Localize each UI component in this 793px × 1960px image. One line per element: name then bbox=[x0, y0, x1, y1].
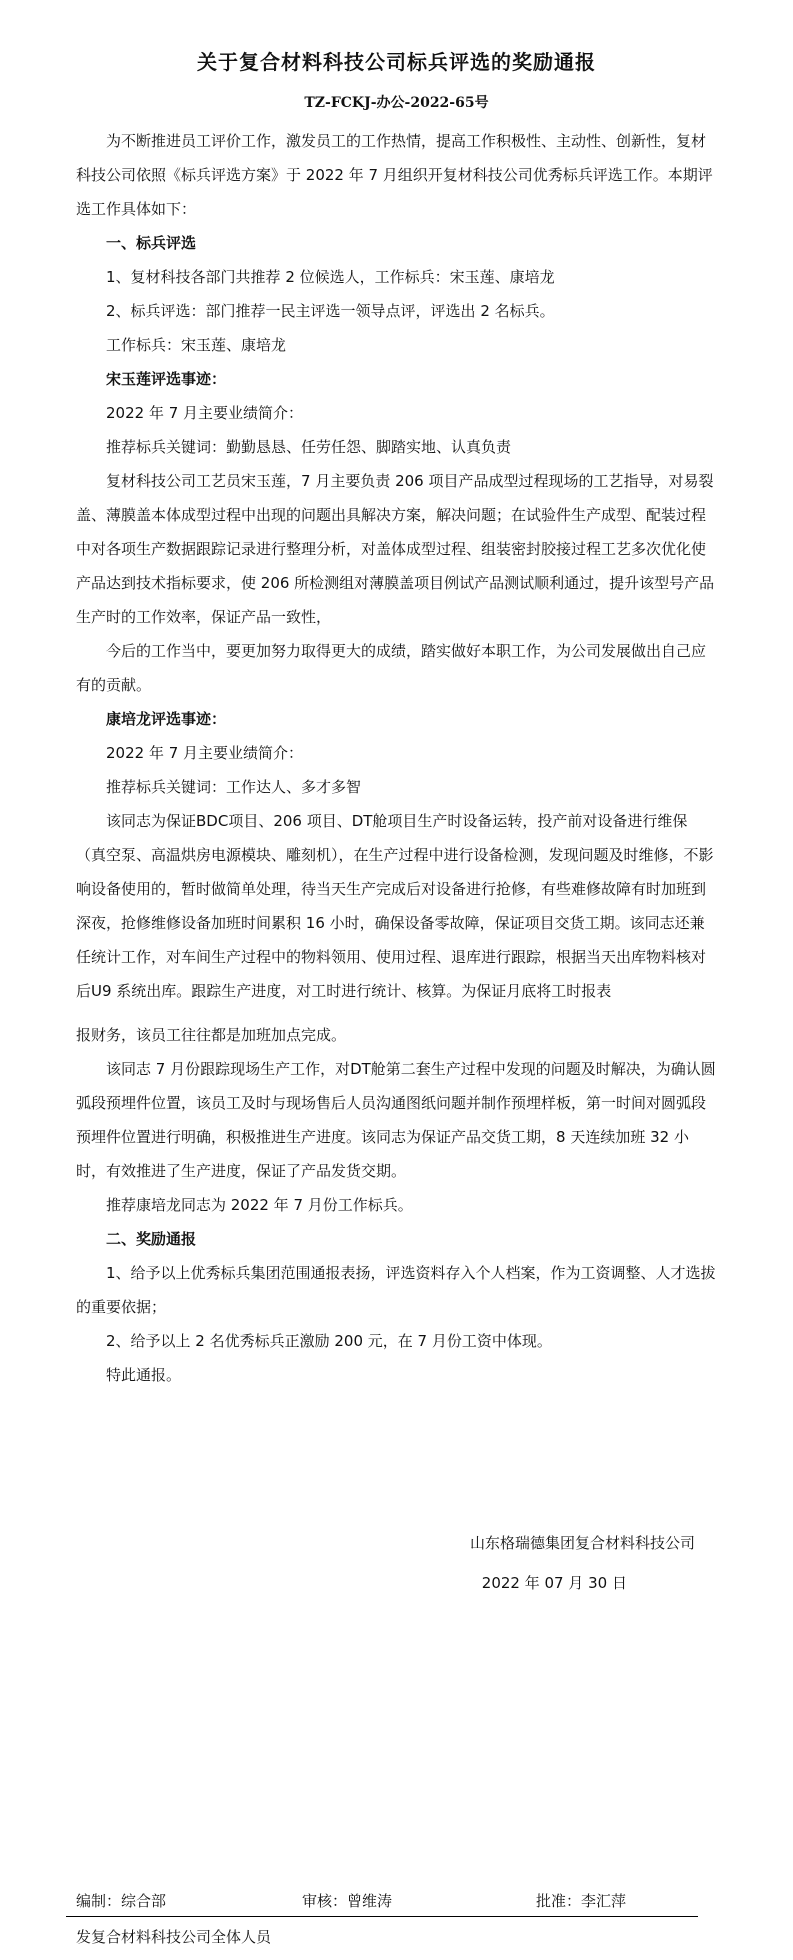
approved-by: 批准：李汇萍 bbox=[536, 1892, 627, 1910]
paragraph-achievement: 该同志为保证BDC项目、206 项目、DT舱项目生产时设备运转，投产前对设备进行维保（真空泵、高温烘房电源模块、雕刻机），在生产过程中进行设备检测，发现问题及时维修，不影响设备使用的，暂时做简单处理，待当天生产完成后对设备进行抢修，有些难修故障有时加班到深夜，抢修维修设备加班时间累积 16 小时，确保设备零故障，保证项目交货工期。该同志还兼任统计工作，对车间生产过程中的物料领用、使用过程、退库进行跟踪，根据当天出库物料核对后U9 系统出库。跟踪生产进度，对工时进行统计、核算。为保证月底将工时报表 bbox=[76, 812, 714, 1000]
paragraph-closing: 特此通报。 bbox=[106, 1366, 182, 1384]
paragraph-intro: 为不断推进员工评价工作，激发员工的工作热情，提高工作积极性、主动性、创新性，复材科技公司依照《标兵评选方案》于 2022 年 7 月组织开复材科技公司优秀标兵评选工作。本期评选工作具体如下： bbox=[76, 132, 713, 218]
subheading-song-yulian: 宋玉莲评选事迹： bbox=[106, 370, 227, 388]
paragraph-item: 1、复材科技各部门共推荐 2 位候选人，工作标兵：宋玉莲、康培龙 bbox=[106, 268, 555, 286]
footer-divider bbox=[66, 1916, 698, 1917]
approval-row bbox=[76, 1890, 696, 1912]
paragraph-recommendation: 推荐康培龙同志为 2022 年 7 月份工作标兵。 bbox=[106, 1196, 413, 1214]
compiled-by: 编制：综合部 bbox=[76, 1892, 167, 1910]
paragraph-item: 1、给予以上优秀标兵集团范围通报表扬，评选资料存入个人档案，作为工资调整、人才选拔的重要依据； bbox=[76, 1264, 716, 1316]
document-body bbox=[76, 124, 716, 1392]
paragraph-item: 2、标兵评选：部门推荐一民主评选一领导点评，评选出 2 名标兵。 bbox=[106, 302, 555, 320]
paragraph-achievement: 复材科技公司工艺员宋玉莲，7 月主要负责 206 项目产品成型过程现场的工艺指导，对易裂盖、薄膜盖本体成型过程中出现的问题出具解决方案，解决问题；在试验件生产成型、配装过程中对各项生产数据跟踪记录进行整理分析，对盖体成型过程、组装密封胶接过程工艺多次优化使产品达到技术指标要求，使 206 所检测组对薄膜盖项目例试产品测试顺利通过，提升该型号产品生产时的工作效率，保证产品一致性， bbox=[76, 472, 715, 626]
subheading-kang-peilong: 康培龙评选事迹： bbox=[106, 710, 227, 728]
document-number: TZ-FCKJ-办公-2022-65号 bbox=[304, 95, 489, 111]
paragraph-item: 2、给予以上 2 名优秀标兵正激励 200 元，在 7 月份工资中体现。 bbox=[106, 1332, 552, 1350]
paragraph-continuation: 报财务，该员工往往都是加班加点完成。 bbox=[76, 1026, 347, 1044]
paragraph-achievement: 今后的工作当中，要更加努力取得更大的成绩，踏实做好本职工作，为公司发展做出自己应有的贡献。 bbox=[76, 642, 707, 694]
paragraph-keywords: 推荐标兵关键词：工作达人、多才多智 bbox=[106, 778, 362, 796]
section-heading-reward: 二、奖励通报 bbox=[106, 1230, 197, 1248]
section-heading-selection: 一、标兵评选 bbox=[106, 234, 197, 252]
paragraph-item: 工作标兵：宋玉莲、康培龙 bbox=[106, 336, 287, 354]
paragraph-keywords: 推荐标兵关键词：勤勤恳恳、任劳任怨、脚踏实地、认真负责 bbox=[106, 438, 512, 456]
distribution-line: 发复合材料科技公司全体人员 bbox=[76, 1928, 272, 1946]
signature-date: 2022 年 07 月 30 日 bbox=[481, 1574, 627, 1592]
document-title: 关于复合材料科技公司标兵评选的奖励通报 bbox=[197, 50, 596, 74]
paragraph-item: 2022 年 7 月主要业绩简介： bbox=[106, 744, 304, 762]
paragraph-achievement: 该同志 7 月份跟踪现场生产工作，对DT舱第二套生产过程中发现的问题及时解决，为确认圆弧段预埋件位置，该员工及时与现场售后人员沟通图纸问题并制作预埋样板，第一时间对圆弧段预埋件位置进行明确，积极推进生产进度。该同志为保证产品交货工期，8 天连续加班 32 小时，有效推进了生产进度，保证了产品发货交期。 bbox=[76, 1060, 716, 1180]
paragraph-item: 2022 年 7 月主要业绩简介： bbox=[106, 404, 304, 422]
reviewed-by: 审核：曾维涛 bbox=[302, 1892, 393, 1910]
signature-company: 山东格瑞德集团复合材料科技公司 bbox=[469, 1534, 695, 1552]
